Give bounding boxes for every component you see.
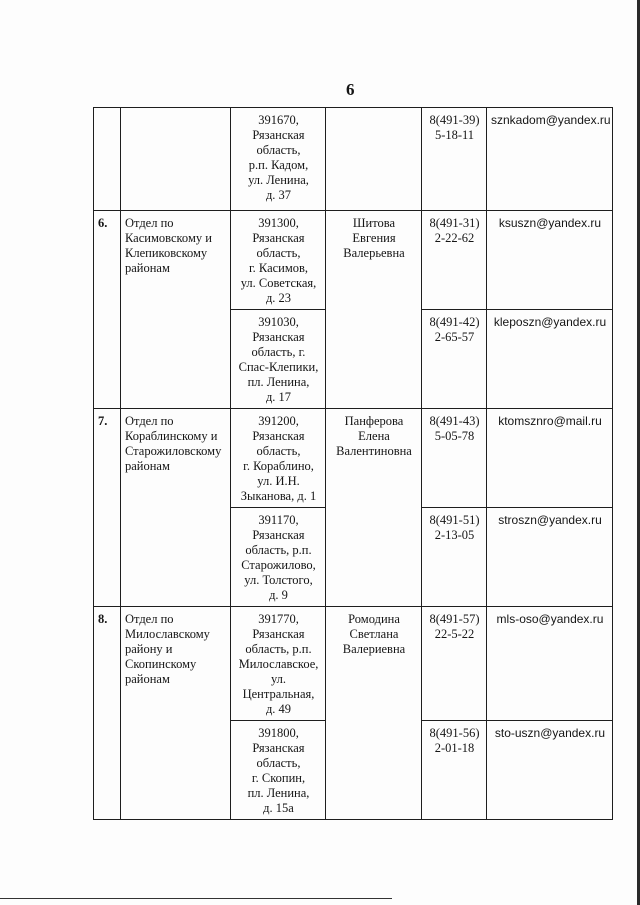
email-cell: ktomsznro@mail.ru	[487, 409, 613, 508]
row-number	[94, 108, 121, 211]
email-cell: ksuszn@yandex.ru	[487, 211, 613, 310]
email-cell: kleposzn@yandex.ru	[487, 310, 613, 409]
phone-cell: 8(491-42) 2-65-57	[422, 310, 487, 409]
email-cell: stroszn@yandex.ru	[487, 508, 613, 607]
row-number: 8.	[94, 607, 121, 820]
address-cell: 391770, Рязанская область, р.п. Милославское, ул. Центральная, д. 49	[231, 607, 326, 721]
head-name: Ромодина Светлана Валериевна	[326, 607, 422, 820]
row-number: 6.	[94, 211, 121, 409]
address-cell: 391670, Рязанская область, р.п. Кадом, ул. Ленина, д. 37	[231, 108, 326, 211]
phone-cell: 8(491-56) 2-01-18	[422, 721, 487, 820]
row-number: 7.	[94, 409, 121, 607]
phone-cell: 8(491-39) 5-18-11	[422, 108, 487, 211]
department-name: Отдел по Касимовскому и Клепиковскому районам	[121, 211, 231, 409]
head-name	[326, 108, 422, 211]
department-name	[121, 108, 231, 211]
phone-cell: 8(491-43) 5-05-78	[422, 409, 487, 508]
email-cell: sto-uszn@yandex.ru	[487, 721, 613, 820]
address-cell: 391800, Рязанская область, г. Скопин, пл. Ленина, д. 15а	[231, 721, 326, 820]
table-row	[94, 409, 613, 508]
address-cell: 391170, Рязанская область, р.п. Старожилово, ул. Толстого, д. 9	[231, 508, 326, 607]
bottom-rule	[0, 898, 392, 899]
contacts-table	[93, 107, 613, 820]
address-cell: 391200, Рязанская область, г. Кораблино, ул. И.Н. Зыканова, д. 1	[231, 409, 326, 508]
address-cell: 391030, Рязанская область, г. Спас-Клепики, пл. Ленина, д. 17	[231, 310, 326, 409]
address-cell: 391300, Рязанская область, г. Касимов, ул. Советская, д. 23	[231, 211, 326, 310]
table-row	[94, 108, 613, 211]
phone-cell: 8(491-31) 2-22-62	[422, 211, 487, 310]
table-row	[94, 607, 613, 721]
department-name: Отдел по Милославскому району и Скопинскому районам	[121, 607, 231, 820]
page-number: 6	[346, 80, 355, 99]
email-cell: sznkadom@yandex.ru	[487, 108, 613, 211]
email-cell: mls-oso@yandex.ru	[487, 607, 613, 721]
head-name: Панферова Елена Валентиновна	[326, 409, 422, 607]
table-row	[94, 211, 613, 310]
phone-cell: 8(491-51) 2-13-05	[422, 508, 487, 607]
department-name: Отдел по Кораблинскому и Старожиловскому районам	[121, 409, 231, 607]
head-name: Шитова Евгения Валерьевна	[326, 211, 422, 409]
phone-cell: 8(491-57) 22-5-22	[422, 607, 487, 721]
